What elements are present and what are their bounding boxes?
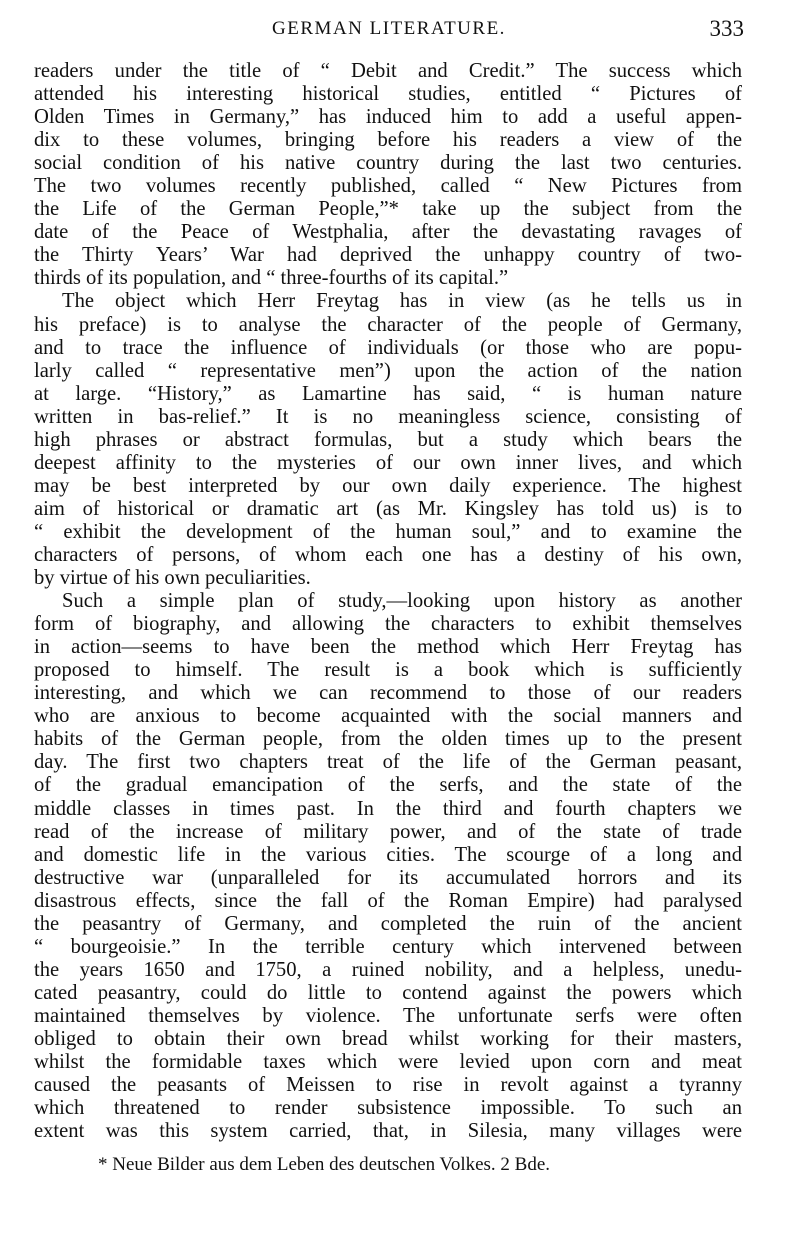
- text-line: maintained themselves by violence. The unfortunate serfs were often: [34, 1004, 742, 1027]
- text-line: read of the increase of military power, and of the state of trade: [34, 820, 742, 843]
- text-line: middle classes in times past. In the third and fourth chapters we: [34, 797, 742, 820]
- text-line: “ bourgeoisie.” In the terrible century which intervened between: [34, 935, 742, 958]
- text-line: the Thirty Years’ War had deprived the unhappy country of two-: [34, 244, 742, 267]
- text-line: may be best interpreted by our own daily experience. The highest: [34, 474, 742, 497]
- text-line: attended his interesting historical studies, entitled “ Pictures of: [34, 83, 742, 106]
- text-line: characters of persons, of whom each one has a destiny of his own,: [34, 543, 742, 566]
- text-line: disastrous effects, since the fall of the Roman Empire) had paralysed: [34, 889, 742, 912]
- text-line: and to trace the influence of individuals (or those who are popu-: [34, 336, 742, 359]
- text-line: the Life of the German People,”* take up the subject from the: [34, 198, 742, 221]
- text-line: readers under the title of “ Debit and Credit.” The success which: [34, 60, 742, 82]
- page-number: 333: [709, 16, 744, 41]
- paragraph: [34, 60, 742, 290]
- text-line: form of biography, and allowing the characters to exhibit themselves: [34, 613, 742, 636]
- running-header: [34, 16, 744, 48]
- text-line: of the gradual emancipation of the serfs, and the state of the: [34, 774, 742, 797]
- text-line: aim of historical or dramatic art (as Mr. Kingsley has told us) is to: [34, 497, 742, 520]
- text-line: social condition of his native country during the last two centuries.: [34, 152, 742, 175]
- paragraph: [34, 590, 742, 1143]
- text-line: The object which Herr Freytag has in view (as he tells us in: [62, 290, 742, 313]
- text-line: whilst the formidable taxes which were levied upon corn and meat: [34, 1051, 742, 1074]
- text-line: at large. “History,” as Lamartine has said, “ is human nature: [34, 382, 742, 405]
- text-line: obliged to obtain their own bread whilst working for their masters,: [34, 1027, 742, 1050]
- text-line: who are anxious to become acquainted with the social manners and: [34, 705, 742, 728]
- text-line: “ exhibit the development of the human soul,” and to examine the: [34, 520, 742, 543]
- running-title: GERMAN LITERATURE.: [272, 18, 506, 39]
- footnote: * Neue Bilder aus dem Leben des deutschen Volkes. 2 Bde.: [98, 1154, 551, 1175]
- text-line: Such a simple plan of study,—looking upon history as another: [62, 590, 742, 613]
- text-line: deepest affinity to the mysteries of our own inner lives, and which: [34, 451, 742, 474]
- text-line: dix to these volumes, bringing before his readers a view of the: [34, 129, 742, 152]
- text-line: habits of the German people, from the olden times up to the present: [34, 728, 742, 751]
- text-line: the peasantry of Germany, and completed the ruin of the ancient: [34, 912, 742, 935]
- text-line: in action—seems to have been the method which Herr Freytag has: [34, 636, 742, 659]
- text-line: Olden Times in Germany,” has induced him to add a useful appen-: [34, 106, 742, 129]
- text-line: day. The first two chapters treat of the life of the German peasant,: [34, 751, 742, 774]
- text-line: interesting, and which we can recommend to those of our readers: [34, 682, 742, 705]
- text-line: thirds of its population, and “ three-fourths of its capital.”: [34, 267, 509, 290]
- text-line: written in bas-relief.” It is no meaningless science, consisting of: [34, 405, 742, 428]
- text-line: high phrases or abstract formulas, but a study which bears the: [34, 428, 742, 451]
- text-line: destructive war (unparalleled for its accumulated horrors and its: [34, 866, 742, 889]
- text-line: proposed to himself. The result is a book which is sufficiently: [34, 659, 742, 682]
- text-line: the years 1650 and 1750, a ruined nobility, and a helpless, unedu-: [34, 958, 742, 981]
- paragraph: [34, 290, 742, 590]
- body-text: [34, 60, 742, 1143]
- text-line: caused the peasants of Meissen to rise in revolt against a tyranny: [34, 1074, 742, 1097]
- text-line: his preface) is to analyse the character of the people of Germany,: [34, 313, 742, 336]
- text-line: and domestic life in the various cities. The scourge of a long and: [34, 843, 742, 866]
- text-line: date of the Peace of Westphalia, after the devastating ravages of: [34, 221, 742, 244]
- text-line: cated peasantry, could do little to contend against the powers which: [34, 981, 742, 1004]
- text-line: The two volumes recently published, called “ New Pictures from: [34, 175, 742, 198]
- text-line: extent was this system carried, that, in Silesia, many villages were: [34, 1120, 742, 1143]
- text-line: larly called “ representative men”) upon the action of the nation: [34, 359, 742, 382]
- text-line: by virtue of his own peculiarities.: [34, 567, 311, 590]
- text-line: which threatened to render subsistence impossible. To such an: [34, 1097, 742, 1120]
